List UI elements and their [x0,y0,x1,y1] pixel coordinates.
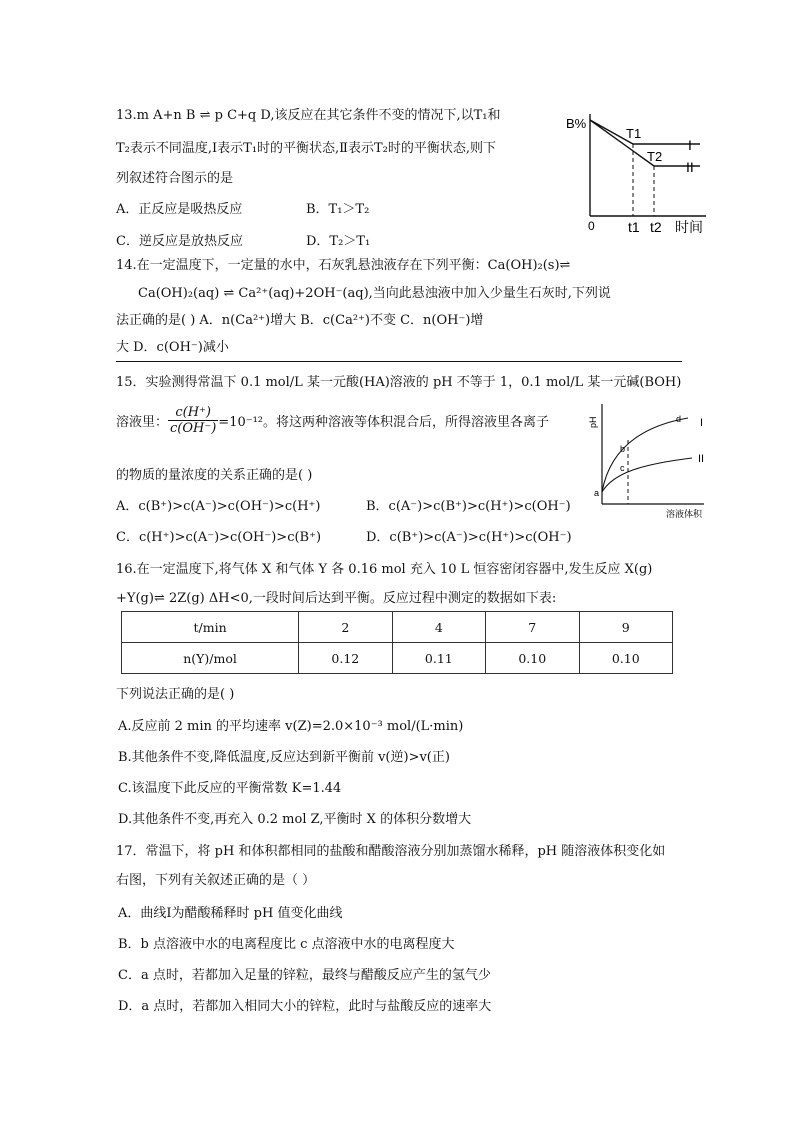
q17-line1: 17．常温下，将 pH 和体积都相同的盐酸和醋酸溶液分别加蒸馏水稀释，pH 随溶液体积变化如 [116,844,666,859]
q14-line1: 14.在一定温度下，一定量的水中，石灰乳悬浊液存在下列平衡：Ca(OH)₂(s)⇌ [116,258,571,273]
q13-graph [560,108,710,238]
q14-line3: 法正确的是( ) A．n(Ca²⁺)增大 B．c(Ca²⁺)不变 C．n(OH⁻)增 [116,313,484,328]
q13-option-c: C．逆反应是放热反应 [116,234,243,249]
table-row [122,643,673,674]
q16-option-b: B.其他条件不变,降低温度,反应达到新平衡前 v(逆)>v(正) [118,750,450,765]
q13-line3: 列叙述符合图示的是 [116,171,234,186]
table-cell: n(Y)/mol [122,643,299,674]
q15-fraction-denominator: c(OH⁻) [170,421,217,436]
q17-line2: 右图，下列有关叙述正确的是（ ） [116,873,316,888]
q13-line1: 13.m A+n B ⇌ p C+q D,该反应在其它条件不变的情况下,以T₁和 [116,108,501,123]
q15-fraction-numerator: c(H⁺) [168,405,218,421]
q13-t1-label: T1 [626,126,642,141]
ph-point-c: c [620,463,625,473]
q16-data-table [121,611,673,674]
ph-curve-2 [602,458,692,492]
table-row [122,612,673,643]
q14-line2: Ca(OH)₂(aq) ⇌ Ca²⁺(aq)+2OH⁻(aq),当向此悬浊液中加入少量生石灰时,下列说 [138,286,611,301]
table-cell: 9 [579,612,672,643]
q16-line2: +Y(g)⇌ 2Z(g) ΔH<0,一段时间后达到平衡。反应过程中测定的数据如下表: [116,591,557,606]
q13-xlabel: 时间 [675,219,703,235]
table-cell: 0.11 [392,643,485,674]
ph-point-b: b [620,444,626,454]
q15-option-b: B．c(A⁻)>c(B⁺)>c(H⁺)>c(OH⁻) [366,499,571,514]
q15-line1: 15．实验测得常温下 0.1 mol/L 某一元酸(HA)溶液的 pH 不等于 1，0.1 mol/L 某一元碱(BOH) [116,375,682,390]
ph-curve-1 [602,418,688,492]
q17-option-b: B．b 点溶液中水的电离程度比 c 点溶液中水的电离程度大 [118,937,455,952]
q16-line1: 16.在一定温度下,将气体 X 和气体 Y 各 0.16 mol 充入 10 L 恒容密闭容器中,发生反应 X(g) [116,562,653,577]
q15-option-a: A．c(B⁺)>c(A⁻)>c(OH⁻)>c(H⁺) [116,499,321,514]
q13-t2-label: T2 [647,149,663,164]
q13-curve2-label: II [686,159,694,175]
ph-curve2-label: II [698,453,705,465]
q16-stem: 下列说法正确的是( ) [116,687,235,702]
q16-option-c: C.该温度下此反应的平衡常数 K=1.44 [118,781,342,796]
q17-option-a: A．曲线Ⅰ为醋酸稀释时 pH 值变化曲线 [118,906,343,921]
q15-option-c: C．c(H⁺)>c(A⁻)>c(OH⁻)>c(B⁺) [116,530,322,545]
table-cell: 0.10 [486,643,579,674]
ph-graph [584,400,710,522]
q15-line2 [116,405,549,436]
q13-origin: 0 [588,219,595,233]
q15-fraction [168,405,218,436]
ph-point-d: d [676,414,682,424]
q15-line2-suffix: =10⁻¹²。将这两种溶液等体积混合后，所得溶液里各离子 [218,415,550,430]
q13-option-d: D．T₂＞T₁ [306,234,371,249]
ph-point-a: a [594,488,600,498]
q15-line3: 的物质的量浓度的关系正确的是( ) [116,468,313,483]
q13-line2: T₂表示不同温度,Ⅰ表示T₁时的平衡状态,Ⅱ表示T₂时的平衡状态,则下 [116,141,497,156]
table-cell: 0.12 [299,643,392,674]
q16-option-d: D.其他条件不变,再充入 0.2 mol Z,平衡时 X 的体积分数增大 [118,812,472,827]
ph-xlabel: 溶液体积 [666,509,703,519]
table-cell: 7 [486,612,579,643]
q13-option-a: A．正反应是吸热反应 [116,202,243,217]
table-cell: 4 [392,612,485,643]
table-cell: 2 [299,612,392,643]
ph-ylabel: pH [588,416,598,428]
q13-xtick-t2: t2 [650,219,662,235]
q13-curve-2 [590,120,700,166]
q15-line2-prefix: 溶液里： [116,415,169,430]
q17-option-c: C．a 点时，若都加入足量的锌粒，最终与醋酸反应产生的氢气少 [118,968,491,983]
q13-xtick-t1: t1 [628,219,640,235]
q14-line4: 大 D．c(OH⁻)减小 [116,340,229,355]
ph-curve1-label: I [700,417,704,429]
table-cell: t/min [122,612,299,643]
q13-curve1-label: I [688,137,692,153]
q13-option-b: B．T₁＞T₂ [306,202,370,217]
section-divider [116,361,682,362]
table-cell: 0.10 [579,643,672,674]
q13-ylabel: B% [566,116,587,131]
q15-option-d: D．c(B⁺)>c(A⁻)>c(H⁺)>c(OH⁻) [366,530,572,545]
q16-option-a: A.反应前 2 min 的平均速率 v(Z)=2.0×10⁻³ mol/(L·min) [118,719,464,734]
q17-option-d: D．a 点时，若都加入相同大小的锌粒，此时与盐酸反应的速率大 [118,999,492,1014]
